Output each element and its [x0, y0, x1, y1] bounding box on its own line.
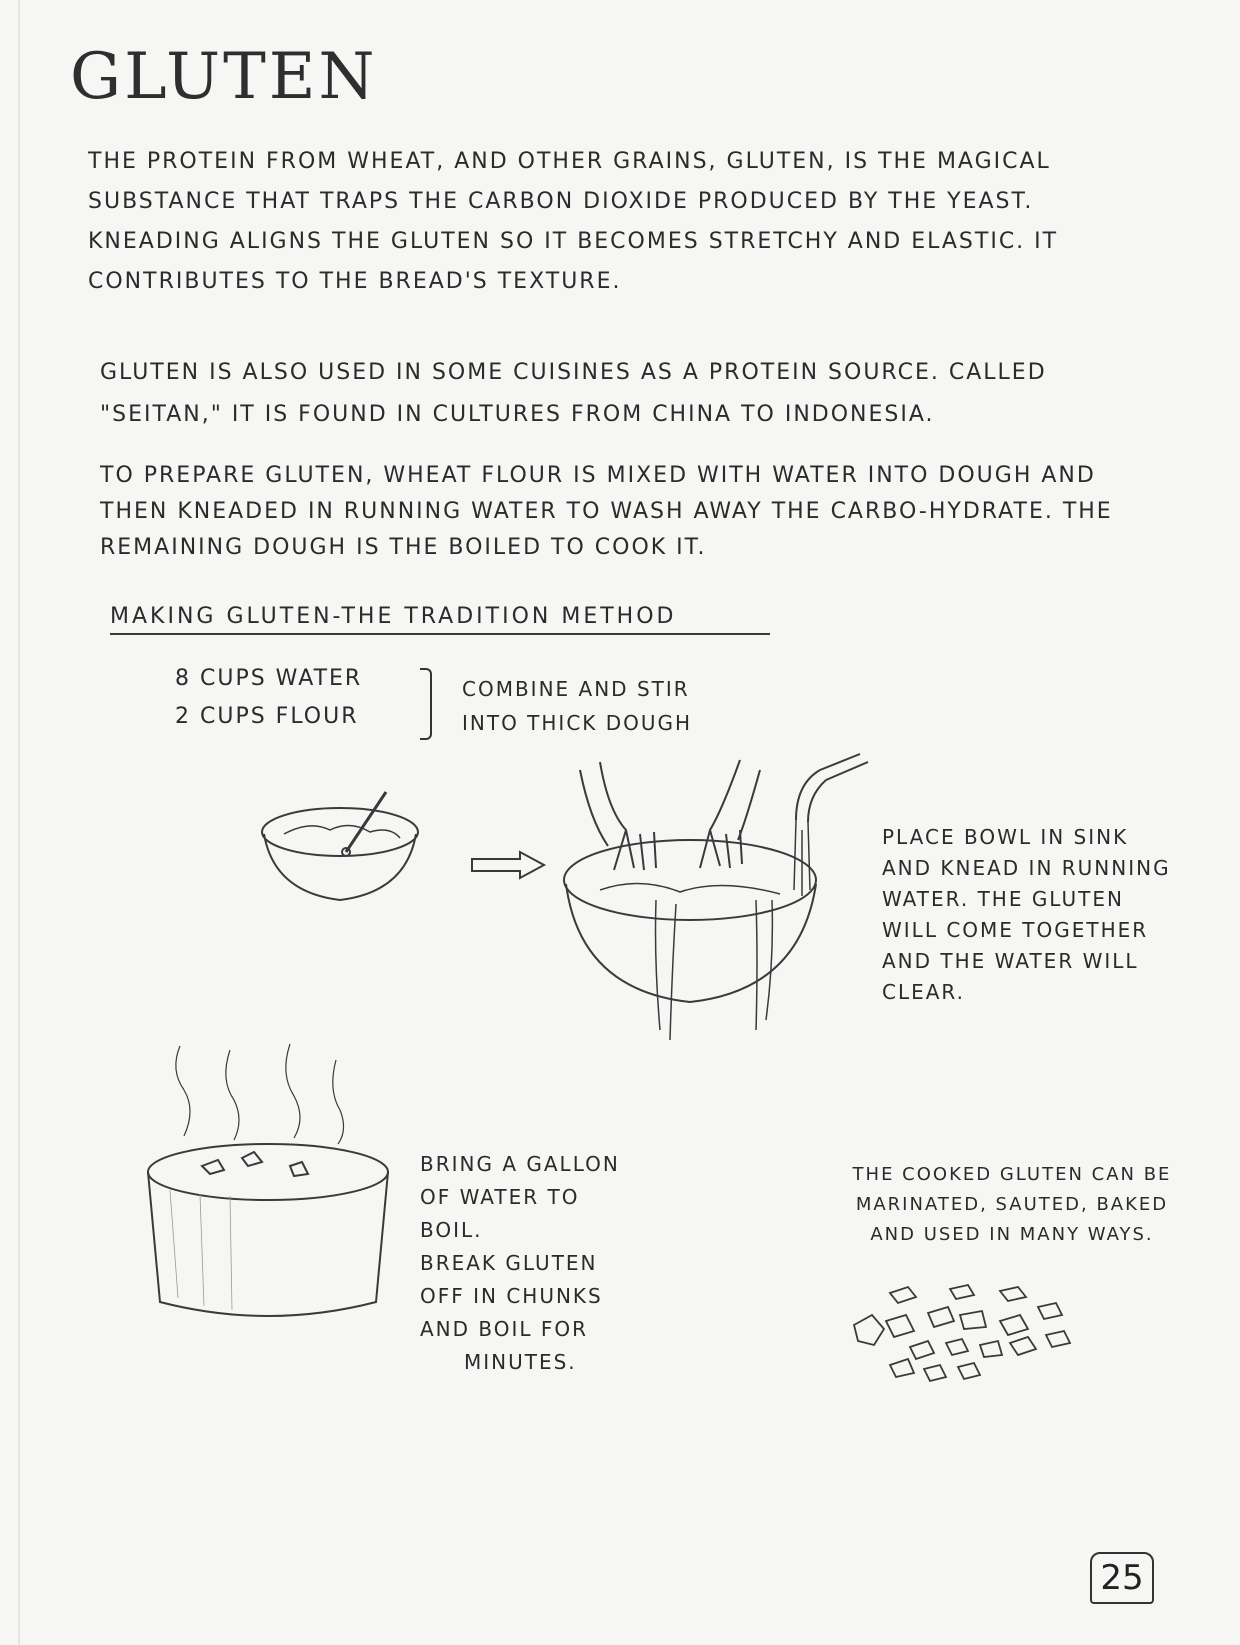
mixing-bowl-illustration [260, 790, 440, 910]
step-sink-caption [882, 822, 1202, 1008]
ingredient-flour: 2 CUPS FLOUR [175, 704, 359, 729]
step-boil-caption [420, 1148, 650, 1379]
paper-edge [18, 0, 20, 1645]
step-cooked-line-1: THE COOKED GLUTEN CAN BE [852, 1164, 1172, 1185]
page-number: 25 [1090, 1552, 1154, 1604]
step-sink-line-6: CLEAR. [882, 980, 965, 1004]
step-boil-line-7: MINUTES. [464, 1350, 577, 1374]
arrow-right-icon [470, 850, 550, 880]
combine-note [462, 672, 692, 740]
step-sink-line-2: AND KNEAD IN RUNNING [882, 856, 1171, 880]
step-boil-line-1: BRING A GALLON [420, 1152, 620, 1176]
step-sink-line-1: PLACE BOWL IN SINK [882, 825, 1129, 849]
kneading-bowl-illustration [560, 750, 880, 1050]
step-boil-line-5: OFF IN CHUNKS [420, 1284, 603, 1308]
step-cooked-line-2: MARINATED, SAUTED, BAKED [855, 1194, 1169, 1215]
step-boil-line-3: BOIL. [420, 1218, 483, 1242]
intro-paragraph-seitan: GLUTEN IS ALSO USED IN SOME CUISINES AS A PROTEIN SOURCE. CALLED "SEITAN," IT IS FOUND IN CULTURES FROM CHINA TO INDONESIA. [100, 360, 1047, 427]
step-sink-line-4: WILL COME TOGETHER [882, 918, 1149, 942]
step-cooked-line-3: AND USED IN MANY WAYS. [870, 1224, 1154, 1245]
step-boil-line-4: BREAK GLUTEN [420, 1251, 598, 1275]
combine-note-line-1: COMBINE AND STIR [462, 677, 690, 701]
intro-paragraph-prepare: TO PREPARE GLUTEN, WHEAT FLOUR IS MIXED WITH WATER INTO DOUGH AND THEN KNEADED IN RUNNING WATER TO WASH AWAY THE CARBO-HYDRATE. THE REMAINING DOUGH IS THE BOILED TO COOK IT. [100, 463, 1113, 560]
page-title: GLUTEN [70, 40, 378, 114]
step-boil-line-6: AND BOIL FOR [420, 1317, 589, 1341]
ingredient-water: 8 CUPS WATER [175, 666, 363, 691]
ingredient-brace [420, 668, 432, 740]
step-sink-line-3: WATER. THE GLUTEN [882, 887, 1124, 911]
step-boil-line-2: OF WATER TO [420, 1185, 580, 1209]
gluten-chunks-illustration [850, 1285, 1110, 1405]
combine-note-line-2: INTO THICK DOUGH [462, 711, 693, 735]
step-cooked-caption [832, 1160, 1192, 1250]
boiling-pot-illustration [140, 1040, 400, 1340]
intro-paragraph-protein: THE PROTEIN FROM WHEAT, AND OTHER GRAINS, GLUTEN, IS THE MAGICAL SUBSTANCE THAT TRAPS THE CARBON DIOXIDE PRODUCED BY THE YEAST. KNEADING ALIGNS THE GLUTEN SO IT BECOMES STRETCHY AND ELASTIC. IT CONTRIBUTES TO THE BREAD'S TEXTURE. [88, 149, 1059, 294]
section-heading: MAKING GLUTEN-THE TRADITION METHOD [110, 604, 770, 635]
step-sink-line-5: AND THE WATER WILL [882, 949, 1139, 973]
